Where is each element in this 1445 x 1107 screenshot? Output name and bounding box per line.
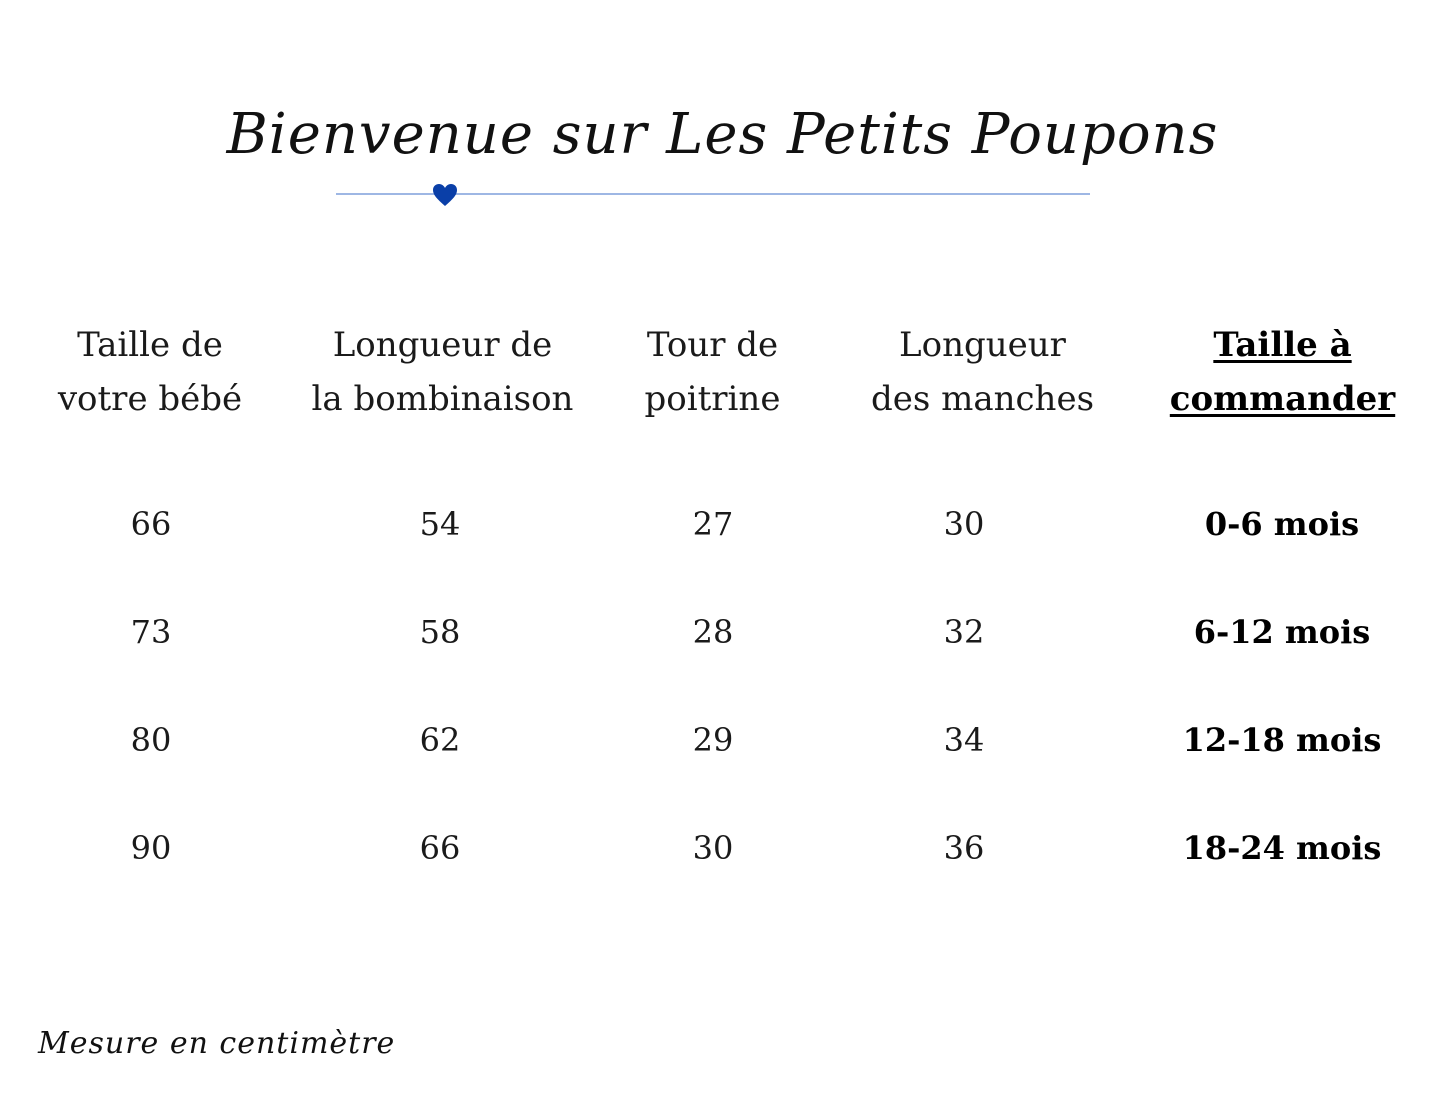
- header-sleeve-length-line1: Longueur: [899, 325, 1066, 365]
- header-baby-size-line2: votre bébé: [57, 379, 243, 419]
- header-sleeve-length: [855, 318, 1110, 426]
- header-romper-length-line1: Longueur de: [332, 325, 553, 365]
- heart-icon: [431, 181, 459, 209]
- header-baby-size: [50, 318, 250, 426]
- header-sleeve-length-line2: des manches: [870, 379, 1095, 419]
- table-cell: 66: [419, 829, 461, 867]
- header-order-size-line1: Taille à: [1213, 325, 1352, 365]
- order-size-cell: 12-18 mois: [1182, 721, 1382, 759]
- order-size-cell: 0-6 mois: [1204, 505, 1360, 543]
- table-cell: 30: [692, 829, 734, 867]
- table-cell: 29: [692, 721, 734, 759]
- table-cell: 80: [130, 721, 172, 759]
- table-cell: 32: [943, 613, 985, 651]
- header-baby-size-line1: Taille de: [77, 325, 223, 365]
- header-chest-line2: poitrine: [644, 379, 781, 419]
- table-cell: 30: [943, 505, 985, 543]
- header-order-size: [1160, 318, 1405, 426]
- order-size-cell: 6-12 mois: [1193, 613, 1371, 651]
- table-cell: 34: [943, 721, 985, 759]
- header-order-size-line2: commander: [1169, 379, 1396, 419]
- table-cell: 62: [419, 721, 461, 759]
- header-chest: [605, 318, 820, 426]
- page-title: Bienvenue sur Les Petits Poupons: [226, 102, 1219, 167]
- order-size-cell: 18-24 mois: [1182, 829, 1382, 867]
- header-chest-line1: Tour de: [646, 325, 779, 365]
- unit-note: Mesure en centimètre: [38, 1026, 396, 1061]
- header-romper-length-line2: la bombinaison: [311, 379, 574, 419]
- table-cell: 58: [419, 613, 461, 651]
- header-romper-length: [300, 318, 585, 426]
- table-cell: 36: [943, 829, 985, 867]
- table-cell: 73: [130, 613, 172, 651]
- table-cell: 66: [130, 505, 172, 543]
- table-cell: 54: [419, 505, 461, 543]
- table-cell: 90: [130, 829, 172, 867]
- table-cell: 28: [692, 613, 734, 651]
- table-cell: 27: [692, 505, 734, 543]
